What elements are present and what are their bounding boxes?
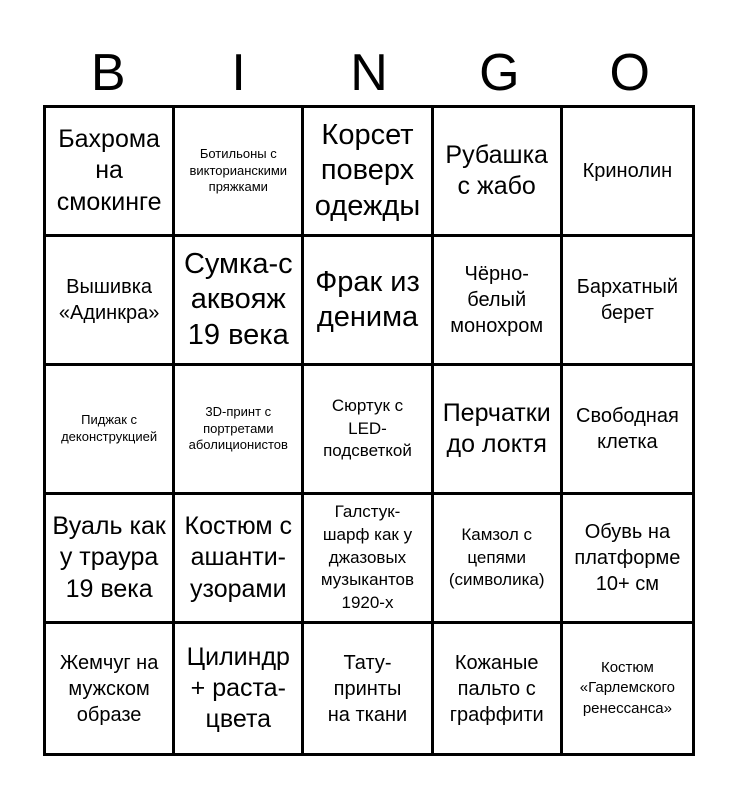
bingo-cell[interactable]	[434, 366, 563, 495]
bingo-cell[interactable]	[434, 108, 563, 237]
bingo-cell[interactable]	[563, 108, 692, 237]
header-letter-g: G	[479, 44, 520, 102]
cell-label: Кринолин	[582, 160, 673, 182]
cell-label: Бархатный берет	[576, 276, 679, 324]
cell-label: Вуаль как у траура 19 века	[52, 512, 166, 603]
bingo-cell[interactable]	[304, 624, 433, 753]
bingo-cell[interactable]	[46, 495, 175, 624]
cell-label: 3D-принт с портретами аболиционистов	[188, 403, 288, 453]
header-letter-i: I	[231, 44, 246, 102]
cell-label: Камзол с цепями (символика)	[448, 524, 545, 590]
bingo-board	[43, 105, 695, 756]
bingo-cell[interactable]	[175, 624, 304, 753]
bingo-cell[interactable]	[46, 237, 175, 366]
cell-label: Сюртук с LED-подсветкой	[323, 395, 412, 461]
cell-label: Перчатки до локтя	[442, 398, 551, 458]
bingo-cell[interactable]	[46, 108, 175, 237]
cell-label: Фрак из денима	[315, 265, 420, 333]
bingo-cell[interactable]	[175, 237, 304, 366]
cell-label: Кожаные пальто с граффити	[449, 651, 544, 726]
cell-label: Костюм «Гарлемского ренессанса»	[579, 659, 676, 717]
bingo-cell[interactable]	[434, 495, 563, 624]
cell-label: Пиджак с деконструкцией	[61, 412, 158, 444]
cell-label: Бахрома на смокинге	[56, 125, 162, 216]
bingo-cell[interactable]	[46, 366, 175, 495]
bingo-cell[interactable]	[563, 366, 692, 495]
bingo-cell[interactable]	[304, 366, 433, 495]
header-letter-o: O	[609, 44, 650, 102]
header-letter-b: B	[90, 44, 126, 102]
bingo-cell[interactable]	[175, 108, 304, 237]
cell-label: Вышивка «Адинкра»	[58, 276, 160, 324]
bingo-cell[interactable]	[434, 237, 563, 366]
bingo-cell[interactable]	[304, 108, 433, 237]
bingo-cell[interactable]	[434, 624, 563, 753]
cell-label: Костюм с ашанти-узорами	[184, 512, 293, 603]
bingo-cell[interactable]	[304, 495, 433, 624]
bingo-cell[interactable]	[563, 495, 692, 624]
cell-label: Обувь на платформе 10+ см	[574, 521, 681, 595]
header-letter-n: N	[350, 44, 388, 102]
bingo-cell[interactable]	[563, 624, 692, 753]
bingo-cell[interactable]	[563, 237, 692, 366]
cell-label: Жемчуг на мужском образе	[59, 651, 159, 726]
bingo-cell[interactable]	[175, 495, 304, 624]
cell-label: Цилиндр + раста-цвета	[186, 642, 290, 734]
cell-label: Галстук-шарф как у джазовых музыкантов 1920-х	[320, 501, 415, 613]
cell-label: Чёрно-белый монохром	[450, 263, 544, 337]
bingo-cell[interactable]	[46, 624, 175, 753]
cell-label: Ботильоны с викторианскими пряжками	[189, 145, 288, 195]
bingo-cell[interactable]	[175, 366, 304, 495]
cell-label: Корсет поверх одежды	[314, 118, 421, 222]
cell-label: Тату-принты на ткани	[327, 651, 408, 726]
bingo-cell[interactable]	[304, 237, 433, 366]
cell-label: Рубашка с жабо	[445, 140, 548, 200]
bingo-header	[43, 40, 695, 106]
cell-label: Сумка-саквояж 19 века	[183, 247, 293, 351]
cell-label: Свободная клетка	[576, 405, 679, 453]
